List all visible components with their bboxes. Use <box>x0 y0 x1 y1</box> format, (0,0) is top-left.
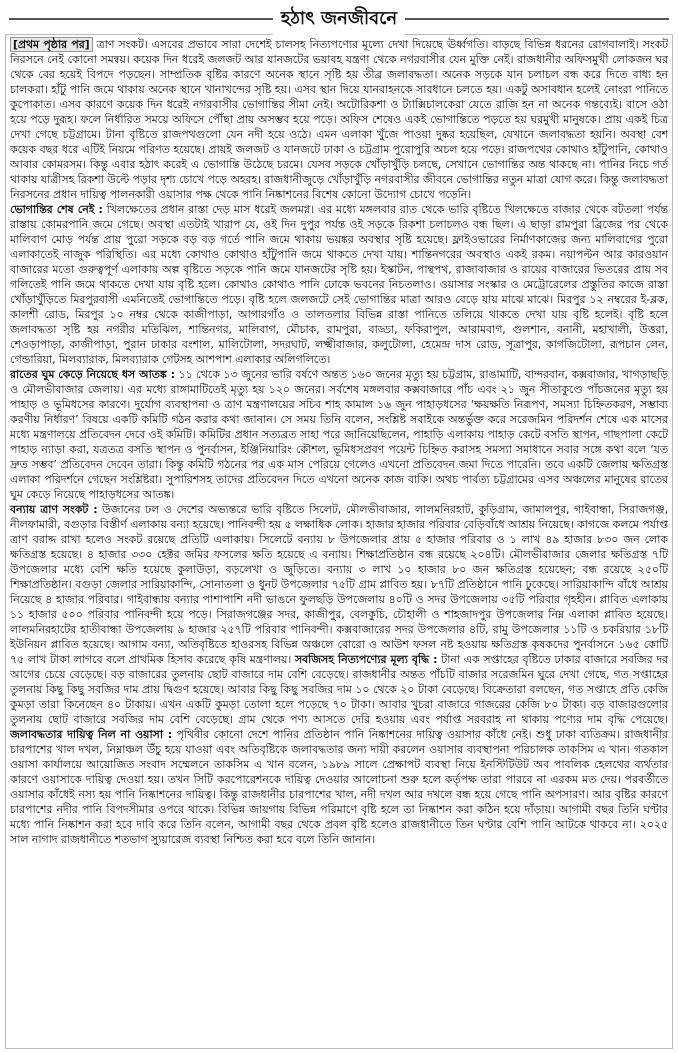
paragraph-text: উজানের ঢল ও দেশের অভ্যন্তরে ভারি বৃষ্টিতে সিলেট, মৌলভীবাজার, লালমনিরহাট, কুড়িগ্রাম, জামালপুর, গাইবান্ধা, সিরাজগঞ্জ, নীলফামারী, বগুড়ার বিস্তীর্ণ এলাকায় বন্যা হয়েছে। পানিবন্দী হয় ৫ লক্ষাধিক লোক। হাজার হাজার পরিবার বেড়িবাঁধে আশ্রয় নিয়েছে। কাগজে কলমে পর্যাপ্ত ত্রাণ বরাদ্দ রাখা হলেও সংকট রয়েছে প্রতিটি এলাকায়। সিলেটে বন্যায় ৮ উপজেলার প্রায় ৫ হাজার পরিবার ও ১ লাখ ৪৯ হাজার ৮৩০ জন লোক ক্ষতিগ্রস্ত হয়েছে। ৪ হাজার ৩৩০ হেক্টর জমির ফসলের ক্ষতি হয়েছে এ বন্যায়। শিক্ষাপ্রতিষ্ঠান বন্ধ রয়েছে ২০৪টি। মৌলভীবাজার জেলার ক্ষতিগ্রস্ত ৭টি উপজেলার মধ্যে বেশি ক্ষতি হয়েছে কুলাউড়া, বড়লেখা ও জুড়িতে। বন্যায় ৩ লাখ ১০ হাজার ৮০ জন ক্ষতিগ্রস্ত হয়েছেন; বন্ধ রয়েছে ২৫০টি শিক্ষাপ্রতিষ্ঠান। বগুড়া জেলার সারিয়াকান্দি, সোনাতলা ও ধুনট উপজেলার ৭৫টি গ্রাম প্লাবিত হয়। ৮৭টি প্রতিষ্ঠানে পানি ঢুকেছে। সারিয়াকান্দি বাঁধে আশ্রয় নিয়েছে ৪ হাজার পরিবার। গাইবান্ধায় বন্যার পাশাপাশি নদী ভাঙনে ফুলছড়ি উপজেলায় ৪০টি ও সদর উপজেলায় ৩৫টি পরিবার গৃহহীন। প্লাবিত এলাকায় ১১ হাজার ৫০০ পরিবার পানিবন্দী হয়ে পড়ে। সিরাজগঞ্জের সদর, কাজীপুর, বেলকুচি, চৌহালী ও শাহজাদপুর উপজেলার নিম্ন এলাকা প্লাবিত হয়েছে। লালমনিরহাটের হাতীবান্ধা উপজেলায় ৯ হাজার ২৫৭টি পরিবার পানিবন্দী। কক্সবাজারের সদর উপজেলার ৪টি, রামু উপজেলার ১১টি ও চকরিয়ার ১৮টি ইউনিয়ন প্লাবিত হয়েছে। আগাম বন্যা, অতিবৃষ্টিতে হাওরসহ বিভিন্ন অঞ্চলে বোরো ও আউশ ফসল নষ্ট হওয়ায় ক্ষতিগ্রস্ত কৃষকদের পুনর্বাসনে ১৬৫ কোটি ৭৫ লাখ টাকা লাগবে বলে প্রাথমিক হিসাব করেছে কৃষি মন্ত্রণালয়। <box>10 503 668 666</box>
headline-rule-right <box>399 18 669 20</box>
paragraph-text: খিলক্ষেতের প্রধান রাস্তা দেড় মাস ধরেই জলমগ্ন। এর মধ্যে মঙ্গলবার রাত থেকে ভারি বৃষ্টিতে খিলক্ষেতে বাজার থেকে বটতলা পর্যন্ত রাস্তায় কোমরপানি জমে গেছে। অবস্থা এতটাই খারাপ যে, ওই দিন দুপুর পর্যন্ত ওই সড়কে রিকশা চলাচলও বন্ধ ছিল। এ ছাড়া রামপুরা ব্রিজের পর থেকে মালিবাগ মোড় পর্যন্ত প্রায় পুরো সড়কে বড় বড় গর্তে পানি জমে থাকায় ভয়ঙ্কর অবস্থার সৃষ্টি হয়েছে। ফ্লাইওভারের নির্মাণকাজের জন্য মালিবাগের পুরো এলাকাতেই নাজুক পরিস্থিতি। এর মধ্যে কোথাও কোথাও হাঁটুপানি জমে থাকতে দেখা যায়। শান্তিনগরের অবস্থাও একই রকম। নয়াপল্টন আর কারওয়ান বাজারের মতো গুরুত্বপূর্ণ এলাকায় অল্প বৃষ্টিতে সড়কে পানি জমে যানজটের সৃষ্টি হয়। ইস্কাটন, পান্থপথ, রাজাবাজার ও রায়ের বাজারের ভিতরের প্রায় সব গলিতেই পানি জমে থাকতে দেখা যায় বৃষ্টি হলে। কোথাও কোথাও পানি ঢোকে ভবনের নিচতলাও। ওয়াসার সংস্কার ও মেট্রোরেলের প্রস্তুতির কাজে রাস্তা খোঁড়াখুঁড়িতে মিরপুরবাসী এমনিতেই ভোগান্তিতে পড়ে। বৃষ্টি হলে জলজটে সেই ভোগান্তির মাত্রা আরও বেড়ে যায় মাঝে মাঝে। মিরপুর ১২ নম্বরের ই-ব্লক, কালশী রোড, মিরপুর ১০ নম্বর থেকে কাজীপাড়া, আগারগাঁও ও তালতলার বিভিন্ন রাস্তা পানিতে তলিয়ে থাকতে দেখা যায় বৃষ্টি হলেই। বৃষ্টি হলে জলাবদ্ধতা সৃষ্টি হয় নগরীর মতিঝিল, শান্তিনগর, মালিবাগ, মৌচাক, রামপুরা, বাড্ডা, ফকিরাপুল, আরামবাগ, গুলশান, বনানী, মহাখালী, উত্তরা, শেওড়াপাড়া, কাজীপাড়া, পুরান ঢাকার বংশাল, মালিটোলা, সদরঘাট, লক্ষ্মীবাজার, কলুটোলা, হেমেন্দ্র দাস রোড, সূত্রাপুর, কাগজিটোলা, রূপচান লেন, গেন্ডারিয়া, মিলব্যারাক, মিলব্যারাক গেটসহ আশপাশ এলাকার অলিগলিতে। <box>10 203 668 366</box>
subheading: জলাবদ্ধতার দায়িত্ব নিল না ওয়াসা : <box>10 728 173 741</box>
paragraph-suffering <box>10 202 668 367</box>
subheading: সবজিসহ নিত্যপণ্যের মূল্য বৃদ্ধি : <box>294 653 438 666</box>
continuation-label: [প্রথম পৃষ্ঠার পর] <box>10 37 93 52</box>
subheading: রাতের ঘুম কেড়ে নিয়েছে ধস আতঙ্ক : <box>10 368 175 381</box>
paragraph-text: পৃথিবীর কোনো দেশে পানির প্রতিষ্ঠান পানি নিষ্কাশনের দায়িত্ব ওয়াসার কাঁধে নেই। শুধু ঢাকা ব্যতিক্রম। রাজধানীর চারপাশের খাল দখল, নিম্নাঞ্চল উঁচু হয়ে যাওয়া এবং অতিবৃষ্টিকে জলাবদ্ধতার জন্য দায়ী করলেন ওয়াসার ব্যবস্থাপনা পরিচালক তাকসিম এ খান। গতকাল ওয়াসা কার্যালয়ে আয়োজিত সংবাদ সম্মেলনে তাকসিম এ খান বলেন, ১৯৮৯ সালে প্রেক্ষাপট ব্যবস্থা নিয়ে ইনস্টিটিউট অব পাবলিক হেলথের ব্যর্থতার কারণে ওয়াসাকে দায়িত্ব দেওয়া হয়। তখন সিটি করপোরেশনকে দায়িত্ব দেওয়ার আলোচনা শুরু হলে কর্তৃপক্ষ তারা পারবে না এরকম মত দেয়। পরবর্তীতে ওয়াসার কাঁধেই নস্য হয় পানি নিষ্কাশনের দায়িত্ব। কিন্তু রাজধানীর চারপাশের খাল, নদী দখল আর দখলে বন্ধ হয়ে গেছে পানি অপসারণ। আর বৃষ্টির কারণে চারপাশের নদীর পানি বিপদসীমার ওপরে থাকে। বিভিন্ন জায়গায় বিভিন্ন পরিমাণে বৃষ্টি হলে তা নিষ্কাশন করা কঠিন হয়ে দাঁড়ায়। আগামী বছর তিনি ঘণ্টার মধ্যে পানি নিষ্কাশন করা হবে দাবি করে তিনি বলেন, আগামী বছর থেকে প্রবল বৃষ্টি হলেও রাজধানীতে তিন ঘণ্টার বেশি পানি আটকে থাকবে না। ২০২৫ সাল নাগাদ রাজধানীতে শতভাগ স্যুয়ারেজ ব্যবস্থা নিশ্চিত করা হবে বলে তিনি জানান। <box>10 728 668 846</box>
paragraph-text: ১১ থেকে ১৩ জুনের ভারি বর্ষণে অন্তত ১৬০ জনের মৃত্যু হয় চট্টগ্রাম, রাঙামাটি, বান্দরবান, কক্সবাজার, খাগড়াছড়ি ও মৌলভীবাজার জেলায়। এর মধ্যে রাঙ্গামাটিতেই মৃত্যু হয় ১২০ জনের। সর্বশেষ মঙ্গলবার কক্সবাজারে পাঁচ এবং ২১ জুন সীতাকুণ্ডে পাঁচজনের মৃত্যু হয় পাহাড় ও ভূমিধসের কারণে। দুর্যোগ ব্যবস্থাপনা ও ত্রাণ মন্ত্রণালয়ের সচিব শাহ কামাল ১৬ জুন পাহাড়ধসের ‘ক্ষয়ক্ষতি নিরূপণ, সমস্যা চিহ্নিতকরণ, সম্ভাব্য করণীয় নির্ধারণ’ বিষয়ে একটি কমিটি গঠন করার কথা জানান। সে সময় তিনি বলেন, সংশ্লিষ্ট সবাইকে অন্তর্ভুক্ত করে সরেজমিন পরিদর্শন শেষে এক মাসের মধ্যে মন্ত্রণালয়ে প্রতিবেদন দেবে ওই কমিটি। কমিটির প্রধান সত্যব্রত সাহা পরে জানিয়েছিলেন, পাহাড়ি এলাকায় পাহাড় কেটে বসতি স্থাপন, গাছপালা কেটে পাহাড় ন্যাড়া করা, যত্রতত্র বসতি স্থাপন ও পুনর্বাসন, ইঞ্জিনিয়ারিং কৌশল, ভূমিধসপ্রবণ পয়েন্ট চিহ্নিত করাসহ সমস্যা সমাধানে সবার সঙ্গে কথা বলে ‘যত দ্রুত সম্ভব’ প্রতিবেদন দেবেন তারা। কিন্তু কমিটি গঠনের পর এক মাস পেরিয়ে গেলেও এখনো প্রতিবেদন জমা দিতে পারেনি। তবে একটি জেলায় ক্ষতিগ্রস্ত এলাকা পরিদর্শনে গেছেন সংশ্লিষ্টরা। সুপারিশসহ তাদের প্রতিবেদন দিতে এখনো অনেক কাজ বাকি। অথচ পার্বত্য চট্টগ্রামের এসব অঞ্চলের মানুষের রাতের ঘুম কেড়ে নিয়েছে পাহাড়ধসের আতঙ্ক। <box>10 368 668 501</box>
paragraph-landslide <box>10 367 668 502</box>
headline-bar <box>5 4 673 34</box>
subheading: বন্যায় ত্রাণ সংকট : <box>10 503 98 516</box>
headline: হঠাৎ জনজীবনে <box>273 4 405 35</box>
article-body <box>5 34 673 1049</box>
paragraph-flood-relief <box>10 502 668 847</box>
subheading: ভোগান্তির শেষ নেই : <box>10 203 103 216</box>
paragraph-text: টানা এক সপ্তাহের বৃষ্টিতে ঢাকার বাজারে সবজির দর আগের চেয়ে বেড়েছে। বড় বাজারের তুলনায় ছোট বাজারে দাম বেশি বেড়েছে। রাজধানীর অন্তত পাঁচটি বাজার সরেজমিন ঘুরে দেখা গেছে, গত সপ্তাহের তুলনায় কিছু কিছু সবজির দাম প্রায় দ্বিগুণ হয়েছে। আবার কিছু কিছু সবজির দাম ১০ থেকে ২০ টাকা বেড়েছে। বিক্রেতারা বলছেন, গত সপ্তাহে প্রতি কেজি কুমড়া তারা কিনেছেন ৪০ টাকায়। এখন একটি কুমড়া তোলা হলে পড়েছে ৭০ টাকা। আবার খুচরা বাজারে গাজরের কেজি ৮০ টাকা। বড় বাজারগুলোর তুলনায় ছোট বাজারে সবজির দাম বেশি বেড়েছে। গ্রাম থেকে পণ্য আসতে দেরি হওয়ায় এবং পর্যাপ্ত সরবরাহ না থাকায় পণ্যের দাম বৃদ্ধি পেয়েছে। <box>10 653 668 726</box>
headline-rule-left <box>9 18 279 20</box>
paragraph-intro <box>10 37 668 202</box>
paragraph-text: ত্রাণ সংকট। এসবের প্রভাবে সারা দেশেই চালসহ নিত্যপণ্যের মূল্যে দেখা দিয়েছে ঊর্ধ্বগতি। বাড়ছে বিভিন্ন ধরনের রোগবালাই। সংকট নিরসনে নেই কোনো সমন্বয়। কয়েক দিন ধরেই জলজট আর যানজটের ভয়াবহ যন্ত্রণা থেকে নগরবাসীর যেন মুক্তি নেই। রাজধানীর অফিসমুখী লোকজন ঘর থেকে বের হয়েই বিপদে পড়ছেন। সাম্প্রতিক বৃষ্টির কারণে অনেক স্থানে সৃষ্টি হয় তীব্র জলাবদ্ধতা। অনেক সড়কে যান চলাচল বন্ধ করে দিতে বাধ্য হন চালকরা। হাঁটু পানি জমে থাকায় অনেক স্থানে খানাখন্দের সৃষ্টি হয়। এসব স্থান দিয়ে যানবাহনকে সাবধানে চলতে হয়। একটু অসাবধান হলেই নোংরা পানিতে কুপোকাত। এসব কারণে কয়েক দিন ধরেই নগরবাসীর ভোগান্তির সীমা নেই। অটোরিকশা ও ট্যাক্সিচালকেরা যেতে রাজি হন না অনেক গন্তব্যেই। বাসে ওঠা হয়ে পড়ে দুরূহ। ফলে নির্ধারিত সময়ে অফিসে পৌঁছা প্রায় অসম্ভব হয়ে পড়ে। অফিস শেষেও একই ভোগান্তিতে পড়তে হয় ঘরমুখী মানুষকে। প্রায় একই চিত্র দেখা গেছে চট্টগ্রামে। টানা বৃষ্টিতে রাজপথগুলো যেন নদী হয়ে ওঠে। এমন এলাকা খুঁজে পাওয়া দুষ্কর হয়েছিল, যেখানে জলাবদ্ধতা হয়নি। অবস্থা বেশ কয়েক বছর ধরে এটিই নিয়মে পরিণত হয়েছে। প্রায়ই জলজট ও যানজটে ঢাকা ও চট্টগ্রাম পুরোপুরি অচল হয়ে পড়ে। রাজপথের কোথাও হাঁটুপানি, কোথাও আবার কোমরসম। কিন্তু এবার হঠাৎ করেই এ ভোগান্তি উঠেছে চরমে। যেসব সড়কে খোঁড়াখুঁড়ি চলছে, সেখানে ভোগান্তির অন্ত থাকছে না। পানির নিচে গর্ত থাকায় যাত্রীসহ রিকশা উল্টে পড়ার দৃশ্য চোখে পড়ে অহরহ। রাজধানীজুড়ে খোঁড়াখুঁড়ি নগরবাসীর জীবনে ভোগান্তির নতুন মাত্রা যোগ করে। কিন্তু জলাবদ্ধতা নিরসনের প্রধান দায়িত্ব পালনকারী ওয়াসার পক্ষ থেকে পানি নিষ্কাশনের বিশেষ কোনো উদ্যোগ চোখে পড়েনি। <box>10 38 668 201</box>
